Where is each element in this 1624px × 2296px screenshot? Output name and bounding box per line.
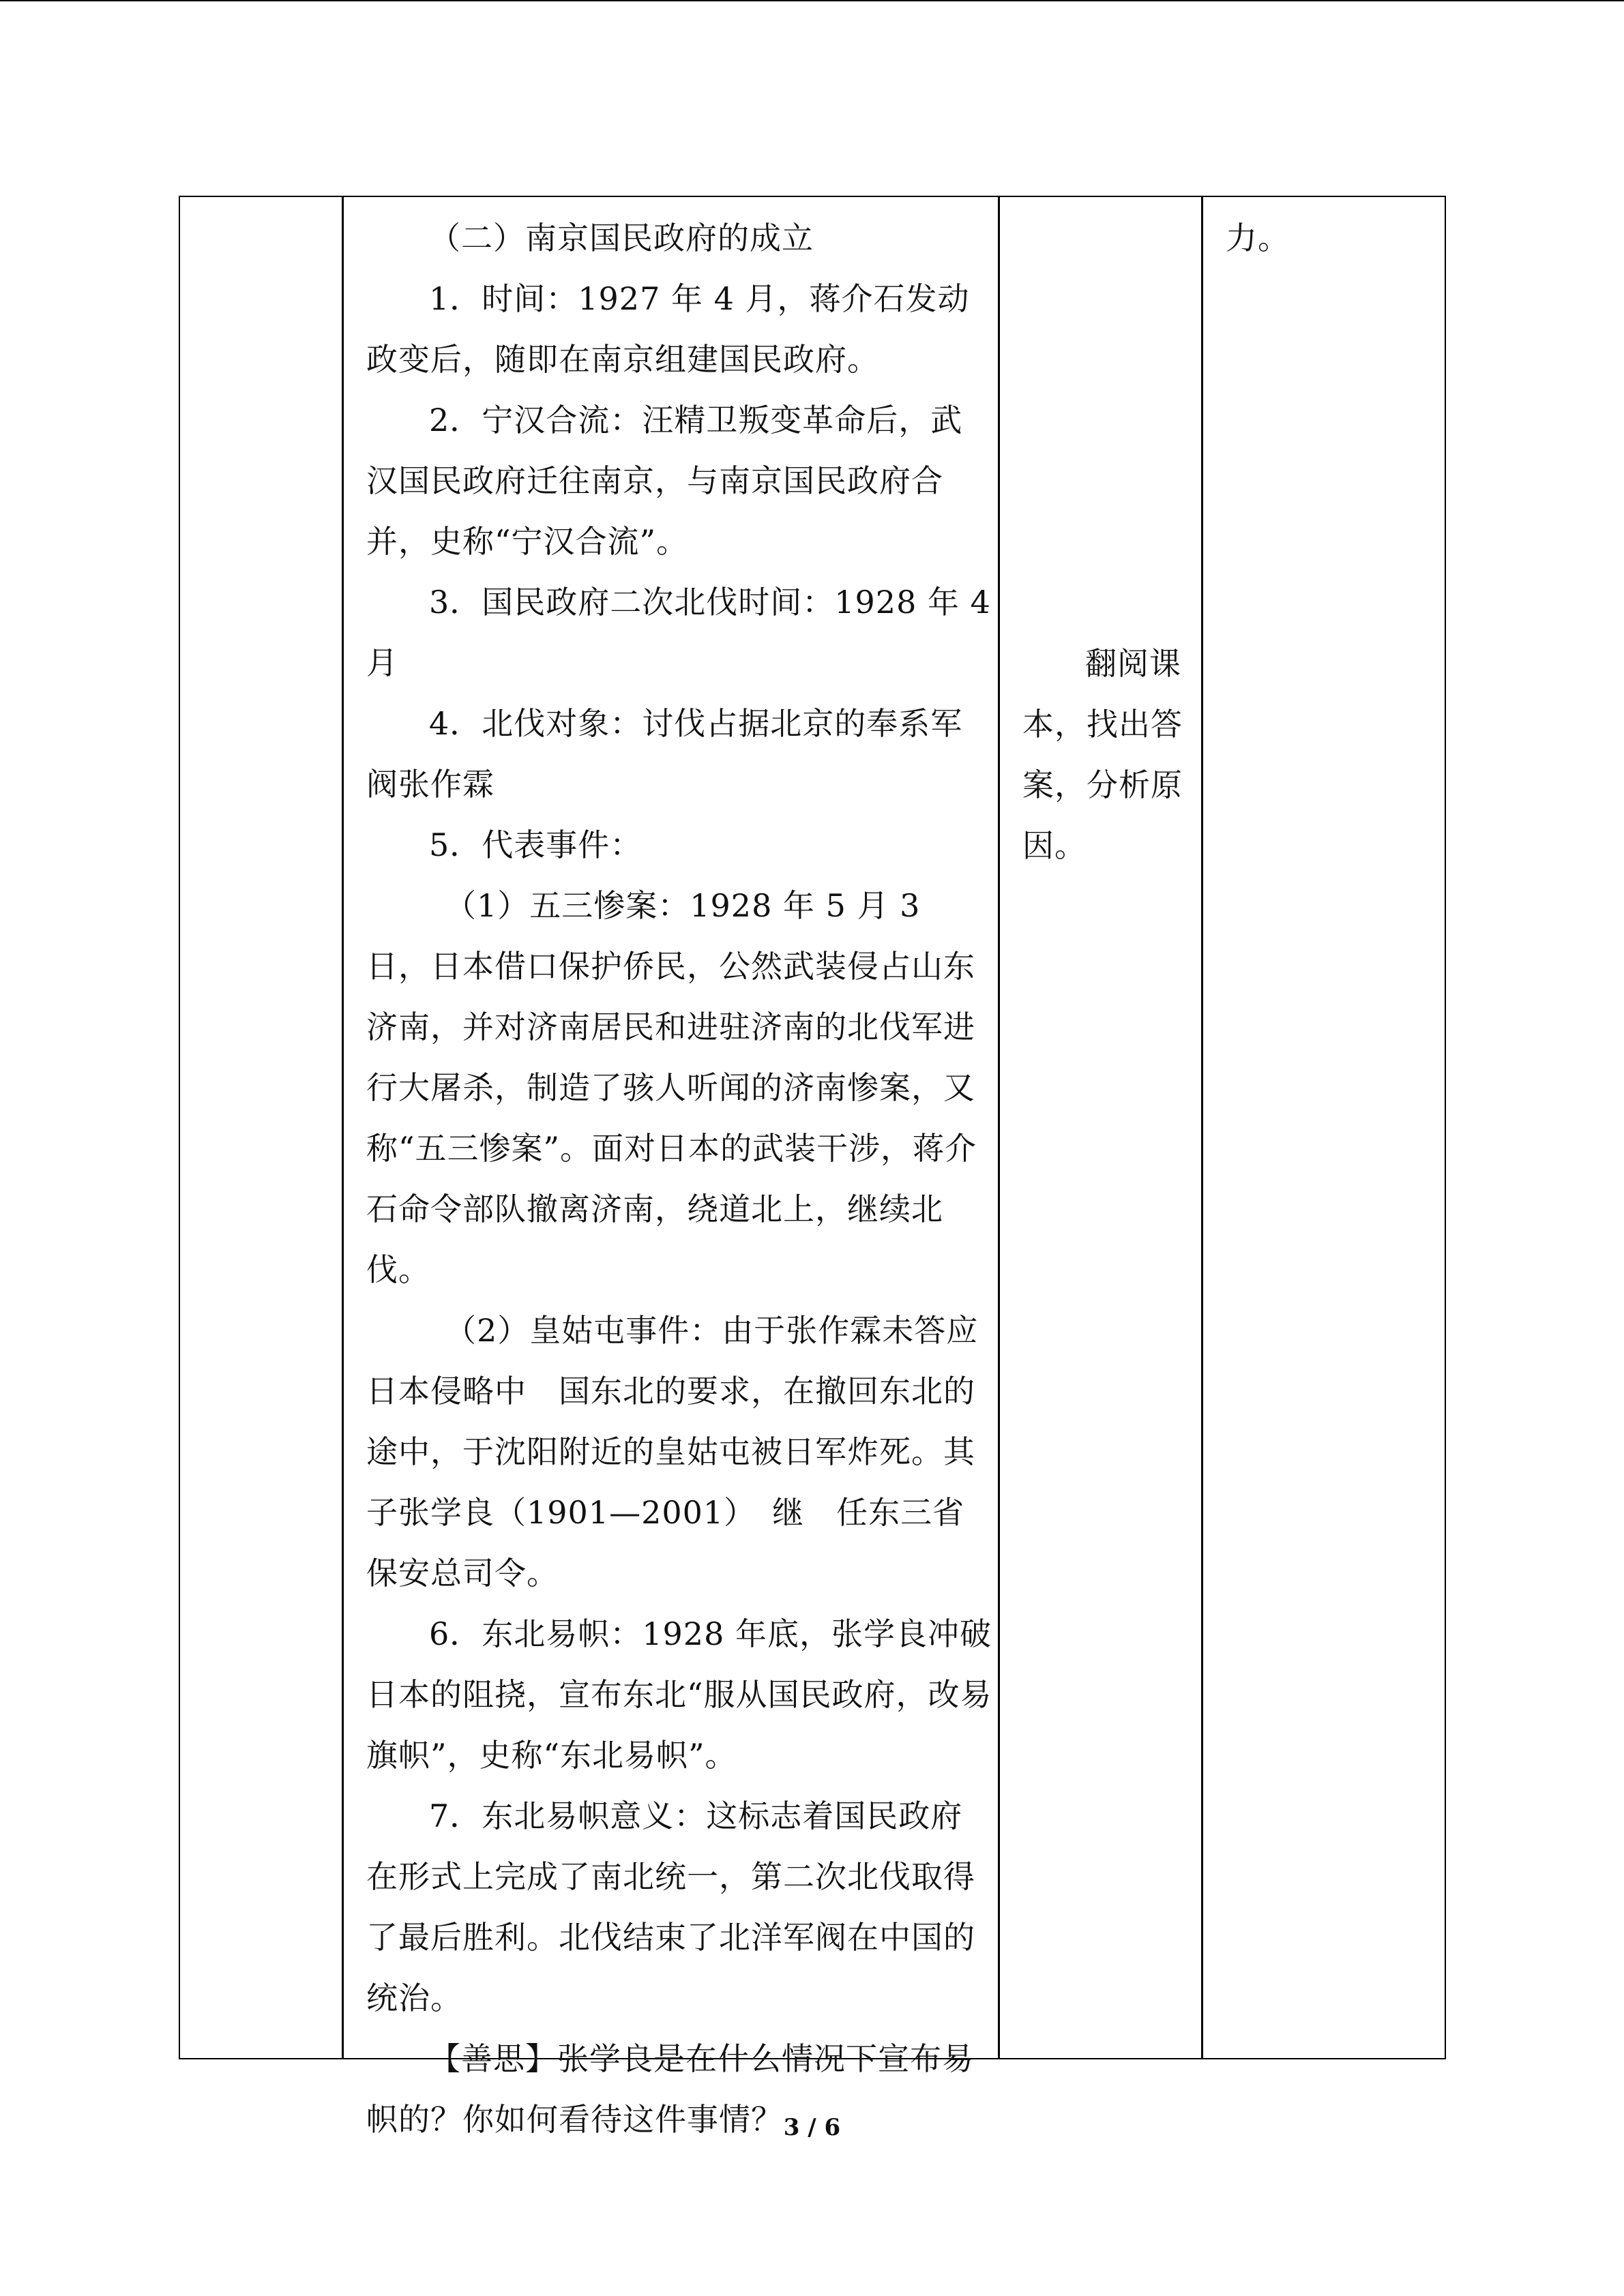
teaching-content (351, 197, 1007, 2150)
design-intent (1211, 197, 1447, 269)
event-huanggutun-incident: （2）皇姑屯事件：由于张作霖未答应日本侵略中 国东北的要求，在撤回东北的途中，于沈阳附近的皇姑屯被日军炸死。其子张学良（1901—2001） 继 任东三省保安总司令。 (366, 1312, 979, 1592)
student-activity (1007, 197, 1211, 876)
point-northeast-flag-change: 6．东北易帜：1928 年底，张学良冲破日本的阻挠，宣布东北“服从国民政府，改易旗帜”，史称“东北易帜”。 (366, 1615, 992, 1774)
point-representative-events: 5．代表事件： (429, 826, 643, 863)
point-northern-expedition-time: 3．国民政府二次北伐时间：1928 年 4 月 (366, 584, 991, 681)
design-intent-cell (1211, 197, 1447, 2058)
point-ninghan-merger: 2．宁汉合流：汪精卫叛变革命后，武汉国民政府迁往南京，与南京国民政府合并，史称“宁汉合流”。 (366, 402, 963, 560)
point-time: 1．时间：1927 年 4 月，蒋介石发动政变后，随即在南京组建国民政府。 (366, 280, 970, 378)
student-activity-text: 翻阅课本，找出答案，分析原因。 (1022, 645, 1183, 864)
reflection-question: 【善思】张学良是在什么情况下宣布易帜的？你如何看待这件事情？ (366, 2040, 974, 2138)
event-jinan-incident: （1）五三惨案：1928 年 5 月 3 日，日本借口保护侨民，公然武装侵占山东济南，并对济南居民和进驻济南的北伐军进行大屠杀，制造了骇人听闻的济南惨案，又称“五三惨案”。面对日本的武装干涉，蒋介石命令部队撤离济南，绕道北上，继续北伐。 (366, 887, 977, 1288)
column-divider (342, 197, 344, 2058)
point-expedition-target: 4．北伐对象：讨伐占据北京的奉系军阀张作霖 (366, 705, 963, 803)
design-intent-text: 力。 (1226, 220, 1290, 256)
student-activity-cell (1007, 197, 1211, 2058)
page-number: 3 / 6 (783, 2114, 841, 2141)
top-border-line (0, 0, 1624, 1)
point-flag-change-significance: 7．东北易帜意义：这标志着国民政府在形式上完成了南北统一，第二次北伐取得了最后胜利。北伐结束了北洋军阀在中国的统治。 (366, 1798, 975, 2016)
section-heading: （二）南京国民政府的成立 (429, 220, 814, 256)
